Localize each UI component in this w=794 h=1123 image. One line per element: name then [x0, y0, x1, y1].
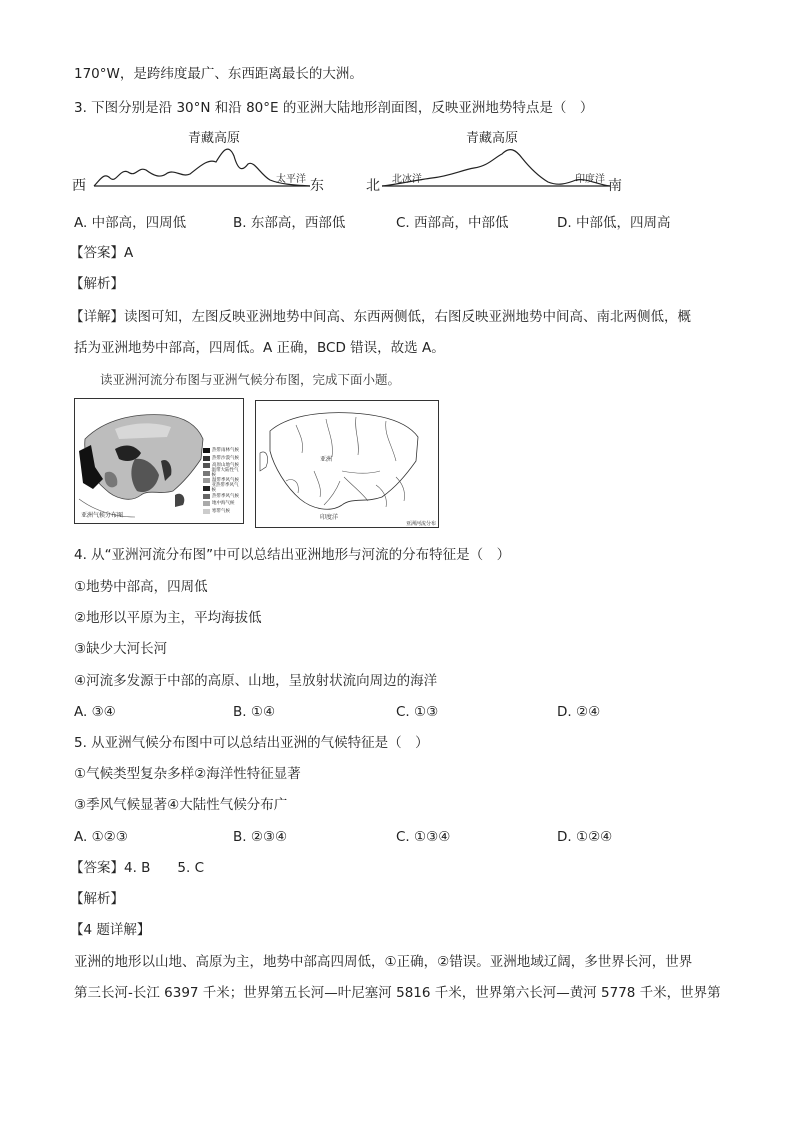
legend-swatch	[203, 471, 210, 476]
q45-answer: 【答案】4. B 5. C	[70, 860, 205, 876]
legend-swatch	[203, 448, 210, 453]
q4-option-c: C. ①③	[396, 704, 439, 720]
q4-item-2: ②地形以平原为主，平均海拔低	[74, 610, 262, 626]
q4-item-1: ①地势中部高，四周低	[74, 579, 208, 595]
profile-80E	[366, 130, 622, 194]
legend-label: 温带季风气候	[212, 478, 239, 484]
climate-legend	[203, 447, 241, 515]
profile-right-north-label: 北	[366, 178, 380, 194]
legend-label: 寒带气候	[212, 508, 230, 514]
legend-swatch	[203, 494, 210, 499]
river-map-caption: 亚洲河流分布	[406, 521, 437, 527]
maps-caption: 读亚洲河流分布图与亚洲气候分布图，完成下面小题。	[100, 372, 401, 387]
text-line: 170°W，是跨纬度最广、东西距离最长的大洲。	[74, 66, 363, 82]
legend-label: 热带雨林气候	[212, 448, 239, 453]
q4-option-b: B. ①④	[233, 704, 276, 720]
legend-label: 高原山地气候	[212, 463, 239, 469]
river-map-asia-label: 亚洲	[320, 456, 333, 463]
climate-map-caption: 亚洲气候分布图	[81, 512, 124, 519]
river-map-ocean-label: 印度洋	[320, 514, 339, 521]
legend-swatch	[203, 501, 210, 506]
legend-label: 地中海气候	[212, 501, 235, 507]
legend-label: 热带季风气候	[212, 493, 239, 499]
asia-climate-map	[74, 398, 244, 524]
q4-detail-line-2: 第三长河-长江 6397 千米；世界第五长河—叶尼塞河 5816 千米，世界第六长河—黄河 5778 千米，世界第	[74, 985, 721, 1001]
question-4: 4. 从“亚洲河流分布图”中可以总结出亚洲地形与河流的分布特征是（ ）	[74, 547, 511, 563]
q3-option-a: A. 中部高，四周低	[74, 215, 187, 231]
q3-detail-line-1: 【详解】读图可知，左图反映亚洲地势中间高、东西两侧低，右图反映亚洲地势中间高、南北两侧低，概	[70, 309, 691, 325]
profile-right-ocean-n-label: 北冰洋	[392, 174, 422, 185]
q5-option-c: C. ①③④	[396, 829, 451, 845]
q5-option-b: B. ②③④	[233, 829, 288, 845]
profile-left-ocean-label: 太平洋	[276, 174, 306, 185]
q3-option-c: C. 西部高，中部低	[396, 215, 509, 231]
legend-swatch	[203, 509, 210, 514]
q3-analysis-heading: 【解析】	[70, 276, 124, 292]
q5-option-a: A. ①②③	[74, 829, 128, 845]
profile-right-peak-label: 青藏高原	[466, 131, 519, 146]
q4-detail-heading: 【4 题详解】	[70, 922, 151, 938]
legend-label: 温带大陆性气候	[211, 468, 239, 479]
legend-swatch	[203, 486, 210, 491]
legend-swatch	[203, 456, 210, 461]
q4-item-4: ④河流多发源于中部的高原、山地，呈放射状流向周边的海洋	[74, 673, 438, 689]
q4-item-3: ③缺少大河长河	[74, 641, 168, 657]
legend-swatch	[203, 478, 210, 483]
q5-item-2: ③季风气候显著④大陆性气候分布广	[74, 797, 288, 813]
q3-answer: 【答案】A	[70, 245, 134, 261]
q45-analysis-heading: 【解析】	[70, 891, 124, 907]
q3-option-b: B. 东部高，西部低	[233, 215, 346, 231]
q4-option-d: D. ②④	[557, 704, 601, 720]
question-3: 3. 下图分别是沿 30°N 和沿 80°E 的亚洲大陆地形剖面图，反映亚洲地势特点是（ ）	[74, 100, 594, 116]
river-map-drawing	[256, 401, 438, 527]
legend-label: 亚热带季风气候	[211, 483, 239, 494]
question-5: 5. 从亚洲气候分布图中可以总结出亚洲的气候特征是（ ）	[74, 735, 429, 751]
profile-right-south-label: 南	[608, 178, 622, 194]
legend-label: 热带沙漠气候	[212, 455, 239, 461]
legend-swatch	[203, 463, 210, 468]
q5-option-d: D. ①②④	[557, 829, 613, 845]
profile-left-west-label: 西	[72, 178, 86, 194]
q4-detail-line-1: 亚洲的地形以山地、高原为主，地势中部高四周低，①正确，②错误。亚洲地域辽阔，多世界长河，世界	[74, 954, 693, 970]
q4-option-a: A. ③④	[74, 704, 116, 720]
profile-left-peak-label: 青藏高原	[188, 131, 241, 146]
profile-left-east-label: 东	[310, 178, 324, 194]
terrain-profiles	[70, 128, 630, 200]
q5-item-1: ①气候类型复杂多样②海洋性特征显著	[74, 766, 301, 782]
asia-river-map	[255, 400, 439, 528]
q3-detail-line-2: 括为亚洲地势中部高，四周低。A 正确，BCD 错误，故选 A。	[74, 340, 445, 356]
profile-right-ocean-s-label: 印度洋	[575, 174, 605, 185]
profile-30N	[72, 130, 324, 194]
q3-option-d: D. 中部低，四周高	[557, 215, 671, 231]
